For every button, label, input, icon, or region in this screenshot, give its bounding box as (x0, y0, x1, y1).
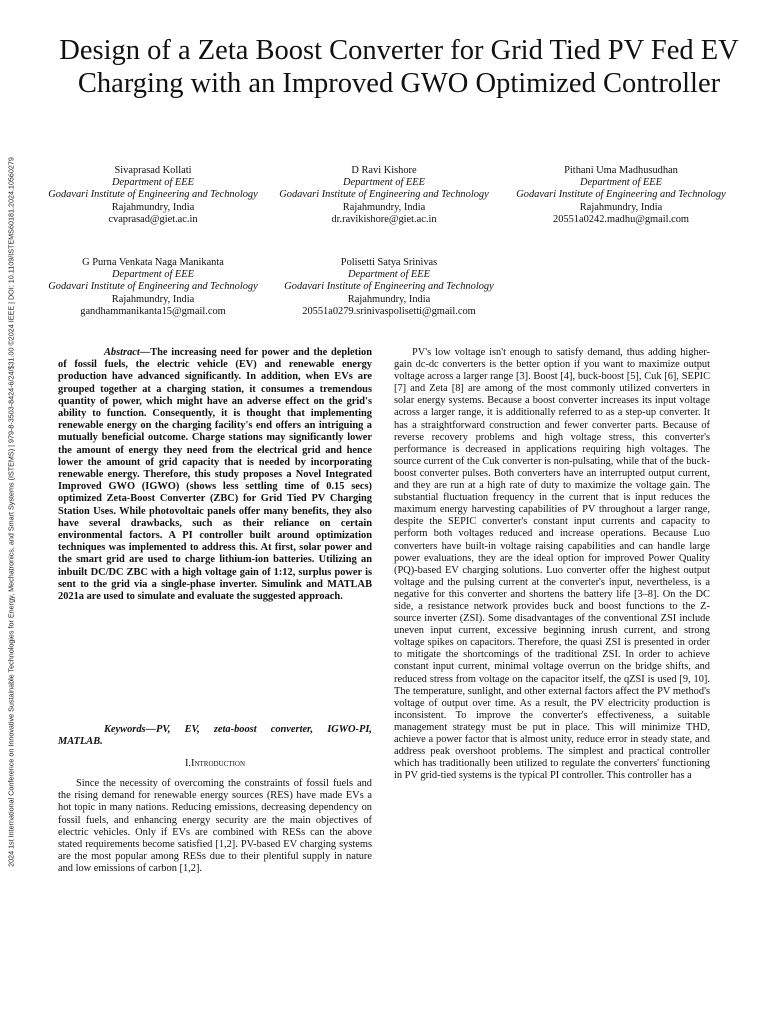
abstract-text: The increasing need for power and the depletion of fossil fuels, the electric vehicle (EV) and renewable energy production have advanced significantly. In addition, when EVs are grouped together at a charging station, it consumes a tremendous quantity of power, which might have an adverse effect on the grid's ability to function. Consequently, it is thought that implementing renewable energy on the charging facility's end offers an intriguing a mutually beneficial outcome. Charge stations may significantly lower the amount of energy they need from the electrical grid and hence lower the amount of grid capacity that is needed by incorporating renewable energy. Therefore, this study proposes a Novel Integrated Improved GWO (IGWO) (shows less settling time of 0.15 secs) optimized Zeta-Boost Converter (ZBC) for Grid Tied PV Charging Station Uses. While photovoltaic panels offer many benefits, they also have several drawbacks, such as their reliance on certain environmental factors. A PI controller built around optimization techniques was implemented to address this. At first, solar power and the smart grid are used to charge lithium-ion batteries. Utilizing an inbuilt DC/DC ZBC with a high voltage gain of 1:12, surplus power is sent to the grid via a single-phase inverter. Simulink and MATLAB 2021a are used to simulate and evaluate the suggested approach. (58, 347, 372, 603)
keywords-label: Keywords (104, 724, 146, 735)
author-email: dr.ravikishore@giet.ac.in (331, 213, 437, 225)
author-city: Rajahmundry, India (579, 201, 663, 213)
author-email: cvaprasad@giet.ac.in (108, 213, 198, 225)
author-name: Sivaprasad Kollati (114, 165, 192, 176)
author-department: Department of EEE (348, 269, 430, 281)
keywords-paragraph (58, 724, 372, 748)
abstract-label: Abstract (104, 347, 140, 358)
keywords-text: PV, EV, zeta-boost converter, IGWO-PI, MATLAB. (58, 724, 372, 748)
paper-title: Design of a Zeta Boost Converter for Grid Tied PV Fed EV Charging with an Improved GWO Optimized Controller (59, 35, 739, 99)
conference-doi-text: 2024 1st International Conference on Innovative Sustainable Technologies for Energy, Mechatronics, and Smart Systems (ISTEMS) | 979-8-3503-8424-6/24/$31.00 ©2024 IEEE | DOI: 10.1109/ISTEMS60181.2024.10560279 (6, 157, 16, 867)
author-department: Department of EEE (112, 269, 194, 281)
abstract-paragraph (58, 347, 372, 603)
author-department: Department of EEE (580, 177, 662, 189)
author-city: Rajahmundry, India (111, 293, 195, 305)
author-email: 20551a0242.madhu@gmail.com (553, 213, 689, 225)
abstract-dash: — (139, 347, 151, 358)
author-institution: Godavari Institute of Engineering and Technology (48, 189, 258, 201)
author-block-2 (264, 165, 504, 226)
right-column-paragraph: PV's low voltage isn't enough to satisfy demand, thus adding higher-gain dc-dc converters is the better option if you want to maximize output voltage across a larger range [3]. Boost [4], buck-boost [5], Cuk [6], SEPIC [7] and Zeta [8] are among of the most commonly utilized converters in solar energy systems. Because a boost converter increases its input voltage across a larger range, it is additionally referred to as a step-up converter. It has a straightforward construction and fewer converter parts. Because of reverse recovery problems and high voltage stress, this converter's performance is decreased in applications requiring high voltages. The source current of the Cuk converter is non-pulsating, while that of the buck-boost converter pulses. Both converters have an interrupted output current, and they are run at a high rate of duty to maximize the voltage gain. The substantial fluctuation frequency in the current that is input reduces the maximum energy harvesting capabilities of PV throughout a larger range, despite the SEPIC converter's constant input currents and capacity to perform both voltages reduced and increase operations. Because Luo converters have built-in voltage raising capabilities and can handle large power evaluations, they are the ideal option for improved Power Quality (PQ)-based EV charging solutions. Luo converter offer the highest output voltage and the pulsing current at the converter's input, nevertheless, is a negative for this converter and shortens the battery life [3–8]. On the DC side, a resistance network provides buck and boost functions to the Z-source inverter (ZSI). Some disadvantages of the conventional ZSI include uneven input current, excessive beginning inrush current, and strong voltage spikes on capacitors. Therefore, the quasi ZSI is presented in order to mitigate the shortcomings of the traditional ZSI. In order to achieve constant input current, minimal voltage overrun on the bridge shifts, and reduced stress from voltage on the capacitor itself, the qZSI is used [9, 10]. The temperature, sunlight, and other external factors affect the PV method's voltage of output over time. As a result, the PV electricity production is inconsistent. To improve the converter's effectiveness, a suitable management strategy must be put in place. This will minimize THD, achieve a power factor that is almost unity, reduce error in steady state, and address peak overshoot problems. The simplest and practical controller which has traditionally been utilized to regulate the converters' functioning in PV grid-tied systems is the typical PI controller. This controller has a (394, 347, 710, 782)
author-block-5 (269, 257, 509, 318)
author-institution: Godavari Institute of Engineering and Technology (48, 281, 258, 293)
keywords-dash: — (145, 724, 156, 735)
author-city: Rajahmundry, India (111, 201, 195, 213)
author-email: gandhammanikanta15@gmail.com (80, 305, 226, 317)
author-name: Pithani Uma Madhusudhan (564, 165, 678, 176)
author-name: D Ravi Kishore (351, 165, 417, 176)
author-department: Department of EEE (343, 177, 425, 189)
author-email: 20551a0279.srinivaspolisetti@gmail.com (302, 305, 476, 317)
section-heading-introduction: I.Introduction (184, 758, 246, 769)
doi-sidebar (2, 0, 18, 1024)
author-institution: Godavari Institute of Engineering and Technology (279, 189, 489, 201)
author-institution: Godavari Institute of Engineering and Technology (284, 281, 494, 293)
author-block-4 (33, 257, 273, 318)
author-department: Department of EEE (112, 177, 194, 189)
author-name: G Purna Venkata Naga Manikanta (82, 257, 224, 268)
author-institution: Godavari Institute of Engineering and Technology (516, 189, 726, 201)
author-city: Rajahmundry, India (347, 293, 431, 305)
introduction-paragraph: Since the necessity of overcoming the constraints of fossil fuels and the rising demand for renewable energy sources (RES) have made EVs a hot topic in many nations. Reducing emissions, decreasing dependency on fossil fuels, and enhancing energy security are the main objectives of electric vehicles. Only if EVs are combined with RESs can the above stated requirements become satisfied [1,2]. PV-based EV charging systems are the most popular among RESs due to their plentiful supply in nature and low emissions of carbon [1,2]. (58, 778, 372, 875)
author-city: Rajahmundry, India (342, 201, 426, 213)
author-block-1 (33, 165, 273, 226)
author-name: Polisetti Satya Srinivas (340, 257, 438, 268)
author-block-3 (501, 165, 741, 226)
